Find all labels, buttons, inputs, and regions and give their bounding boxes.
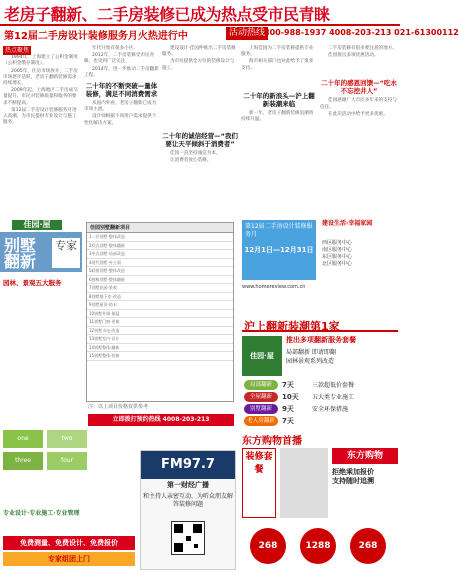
sub-title: 第12届二手房设计装修服务月火热进行中 xyxy=(4,31,188,42)
paragraph: 年代开始有很多小区。 xyxy=(92,46,138,51)
hotline-numbers: 800-988-1937 4008-203-213 021-61300112 xyxy=(264,28,459,37)
hotline-promo[interactable]: 立即拨打预约热线 4008-203-213 xyxy=(88,414,234,426)
table-row: 2欧式别墅·整体翻新 xyxy=(87,242,233,251)
center-item: 西区服务中心 xyxy=(322,240,353,246)
tier-pill[interactable]: 局部翻新 xyxy=(244,380,278,390)
tier-item: 五大类专业施工 xyxy=(312,394,355,401)
event-title: 第12届二手房设计装修服务月 xyxy=(245,223,313,238)
shopping-title: 东方购物首播 xyxy=(242,436,302,447)
paragraph: 1994年，上海建立了公积金制度（公积金缴存制度）。 xyxy=(3,55,78,67)
tier-day: 7天 xyxy=(282,381,294,389)
tier-list xyxy=(286,348,398,366)
paragraph: 设计师根据不同用户需求提供个性化解决方案。 xyxy=(84,114,157,126)
tier-pill[interactable]: 别墅翻新 xyxy=(244,404,278,414)
slogan: 拒绝乘加报价 支持随时追溯 xyxy=(332,468,374,485)
paragraph: 佳园感谢广大市民多年来的支持与信任。 xyxy=(320,98,397,110)
table-row: 6独栋别墅·整体翻新 xyxy=(87,276,233,285)
table-row: 10别墅外墙·保温 xyxy=(87,310,233,319)
paragraph: 海市相关部门也对此给予了很多支持。 xyxy=(241,59,314,71)
shopping-badge: 东方购物 xyxy=(332,448,398,464)
host-photo xyxy=(280,448,328,518)
paragraph: 新一年，老房子翻新装修浪潮将持续升温。 xyxy=(241,110,314,123)
tier-item: 三款超低价套餐 xyxy=(312,382,355,389)
garden-label: one xyxy=(3,430,43,448)
fm-line1: 第一财经广播 xyxy=(167,481,209,489)
paragraph: 上海佳园为二手房装修提供专业服务。 xyxy=(241,46,314,58)
page-headline: 老房子翻新、二手房装修已成为热点受市民青睐 xyxy=(4,5,330,24)
renovation-section-bar xyxy=(242,318,398,332)
article-column-1 xyxy=(3,46,81,216)
event-info xyxy=(242,220,398,310)
table-row: 11别墅门窗·更换 xyxy=(87,318,233,327)
paragraph: 2014年，进一步推动二手房翻新工程。 xyxy=(84,66,159,78)
tier-pill[interactable]: 老人房翻新 xyxy=(244,416,278,426)
event-card xyxy=(242,220,316,280)
paragraph: 佳园一直坚持诚信为本。 xyxy=(170,150,221,156)
table-row: 13别墅室内·设计 xyxy=(87,335,233,344)
section-badge: 热点聚焦 xyxy=(5,47,30,54)
villa-expert: 专家 xyxy=(52,238,80,268)
villa-banner xyxy=(0,232,82,272)
table-row: 8别墅地下室·改造 xyxy=(87,293,233,302)
tier-pill[interactable]: 全屋翻新 xyxy=(244,392,278,402)
table-row: 4现代别墅·外立面 xyxy=(87,259,233,268)
villa-brand: 佳园·屋 xyxy=(12,220,62,230)
table-row: 12别墅水电·改造 xyxy=(87,327,233,336)
garden-label: four xyxy=(47,452,87,470)
renovation-title: 沪上翻新装潮第1家 xyxy=(244,320,340,333)
garden-headline: 专业设计·专业施工·专业管理 xyxy=(3,510,80,517)
package-label: 装修套餐 xyxy=(242,448,276,518)
tier-brand: 佳园·屋 xyxy=(242,336,282,376)
paragraph: 在此次活动中给予更多优惠。 xyxy=(328,111,388,117)
section-heading: 二十年的不断突破—量体装修，满足不同消费需求 xyxy=(85,82,158,99)
table-row: 5联排别墅·整体改造 xyxy=(87,267,233,276)
article-column-5 xyxy=(320,46,398,216)
website[interactable]: www.homereview.com.cn xyxy=(242,284,306,290)
garden-services xyxy=(3,430,135,506)
paragraph: 为市民提供全方位的装修设计与施工。 xyxy=(162,59,235,71)
section-heading: 二十年的感恩回馈—“吃水不忘挖井人” xyxy=(321,79,397,96)
villa-notes xyxy=(3,276,81,456)
center-item: 南区服务中心 xyxy=(322,247,353,253)
center-item: 北区服务中心 xyxy=(322,261,353,267)
villa-big-1: 别墅 xyxy=(4,236,37,255)
expert-visit-banner[interactable]: 专家组团上门 xyxy=(3,552,135,566)
fm-ad xyxy=(140,450,236,570)
tier-item: 安全环保措施 xyxy=(312,406,349,413)
paragraph: 让消费者放心装修。 xyxy=(170,158,212,164)
fm-line2: 和主持人亲密互动，为听众朋友解答装修问题 xyxy=(143,493,234,508)
qr-code-icon[interactable] xyxy=(171,521,205,555)
table-row: 9别墅屋顶·防水 xyxy=(87,301,233,310)
table-row: 15别墅整体·装修 xyxy=(87,352,233,361)
price-badge[interactable]: 1288 xyxy=(300,528,336,564)
tier-item: 园林景观系列改造 xyxy=(286,358,335,365)
paragraph: 2012年，二手房装修受市民青睐，也受到广泛关注。 xyxy=(84,53,155,65)
tier-item: 局部翻新 即请即翻 xyxy=(286,349,336,356)
article-column-2 xyxy=(84,46,159,216)
event-date: 12月1日—12月31日 xyxy=(244,246,314,254)
sub-bar xyxy=(0,26,459,42)
headline-bar xyxy=(0,0,400,26)
paragraph: 第12届二手房设计装修服务月进入高潮，为市民提供专业设计与施工服务。 xyxy=(3,107,77,126)
table-footer: 注：以上项目价格仅供参考 xyxy=(88,404,149,410)
center-item: 东区服务中心 xyxy=(322,254,353,260)
section-heading: 二十年的新浪头—沪上翻新装潮来临 xyxy=(243,91,315,108)
tier-title: 推出多项翻新服务套餐 xyxy=(286,336,356,344)
villa-section: 园林、景观五大服务 xyxy=(3,279,62,287)
price-badge[interactable]: 268 xyxy=(250,528,286,564)
center-list xyxy=(322,240,398,268)
garden-label: three xyxy=(3,452,43,470)
villa-big-2: 翻新 xyxy=(4,252,37,271)
free-service-banner[interactable]: 免费测量、免费设计、免费报价 xyxy=(3,536,135,550)
article-column-3 xyxy=(162,46,238,216)
price-badge[interactable]: 268 xyxy=(350,528,386,564)
brand-slogan: 建设生活·幸福家园 xyxy=(322,220,373,227)
table-row: 7别墅花园·景观 xyxy=(87,284,233,293)
table-footnote xyxy=(88,404,234,412)
table-title: 佳园别墅翻新项目 xyxy=(87,223,233,233)
tier-list-2 xyxy=(312,380,398,416)
tier-day: 9天 xyxy=(282,405,294,413)
section-heading: 二十年的诚信经营—“我们要让天平倾斜于消费者” xyxy=(162,131,238,148)
paragraph: 建设设计·佳园仲推出二手房装修服务。 xyxy=(162,46,236,58)
table-row: 3中式别墅·局部改造 xyxy=(87,250,233,259)
paragraph: 2005年，住房市场放开，二手房市场逐步活跃，老房子翻新装修需求持续增长。 xyxy=(3,68,78,87)
fm-logo: FM97.7 xyxy=(141,451,235,479)
paragraph: 2009年起，上海地区二手房成交量提升，市民对装修质量和服务的要求不断提高。 xyxy=(3,88,78,106)
paragraph: 从国内外看，老房子翻新已成为市场主流。 xyxy=(84,101,157,113)
table-row: 14别墅整体·翻新 xyxy=(87,344,233,353)
paragraph: 二手房装修有很多要注意的地方。 xyxy=(328,46,397,51)
article-column-4 xyxy=(241,46,317,216)
table-row: 1二层别墅·整体改造 xyxy=(87,233,233,242)
tier-day: 7天 xyxy=(282,417,294,425)
hotline-label: 活动热线 xyxy=(226,27,268,40)
paragraph: 佳园推出多项优惠活动。 xyxy=(328,53,379,59)
table-rows xyxy=(87,233,233,361)
tier-day: 10天 xyxy=(282,393,299,401)
garden-label: two xyxy=(47,430,87,448)
project-table xyxy=(86,222,234,402)
